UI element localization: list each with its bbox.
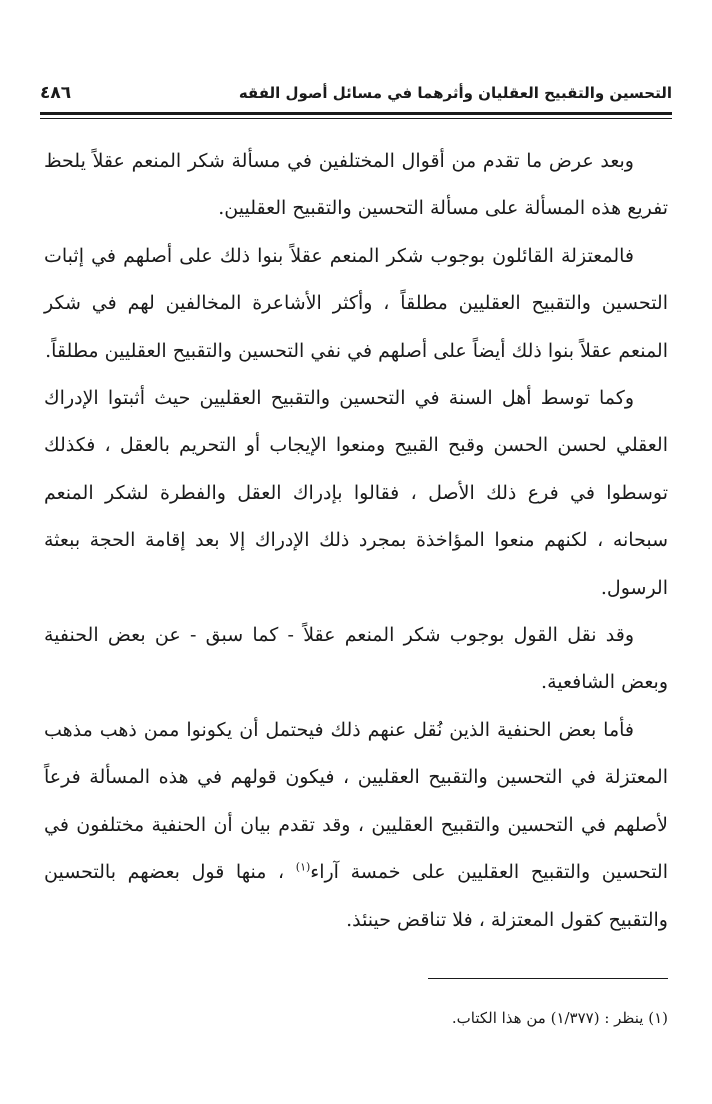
running-header — [40, 78, 672, 108]
header-rule-thin — [40, 118, 672, 119]
footnote: (١) ينظر : (١/٣٧٧) من هذا الكتاب. — [451, 1009, 668, 1027]
running-header-title: التحسين والتقبيح العقليان وأثرهما في مسائل أصول الفقه — [238, 84, 672, 102]
header-rule-thick — [40, 112, 672, 115]
paragraph: وقد نقل القول بوجوب شكر المنعم عقلاً - كما سبق - عن بعض الحنفية وبعض الشافعية. — [44, 624, 668, 694]
page-number: ٤٨٦ — [40, 83, 72, 103]
paragraph-text: فأما بعض الحنفية الذين نُقل عنهم ذلك فيحتمل أن يكونوا ممن ذهب مذهب المعتزلة في التحسين والتقبيح العقليين ، فيكون قولهم في هذه المسألة فرعاً لأصلهم في التحسين والتقبيح العقليين ، وقد تقدم بيان أن الحنفية مختلفون في التحسين والتقبيح العقليين على خمسة آراء — [44, 718, 668, 884]
paragraph — [44, 707, 668, 944]
body-text — [44, 138, 668, 944]
footnote-separator — [428, 978, 668, 979]
paragraph: وكما توسط أهل السنة في التحسين والتقبيح العقليين حيث أثبتوا الإدراك العقلي لحسن الحسن وقبح القبيح ومنعوا الإيجاب أو التحريم بالعقل ، فكذلك توسطوا في فرع ذلك الأصل ، فقالوا بإدراك العقل والفطرة لشكر المنعم سبحانه ، لكنهم منعوا المؤاخذة بمجرد ذلك الإدراك إلا بعد إقامة الحجة ببعثة الرسول. — [44, 387, 668, 599]
paragraph-text: ، منها قول بعضهم بالتحسين والتقبيح كقول المعتزلة ، فلا تناقض حينئذ. — [44, 861, 668, 931]
paragraph: وبعد عرض ما تقدم من أقوال المختلفين في مسألة شكر المنعم عقلاً يلحظ تفريع هذه المسألة على مسألة التحسين والتقبيح العقليين. — [44, 150, 668, 220]
footnote-reference[interactable]: (١) — [295, 860, 311, 874]
paragraph: فالمعتزلة القائلون بوجوب شكر المنعم عقلاً بنوا ذلك على أصلهم في إثبات التحسين والتقبيح العقليين مطلقاً ، وأكثر الأشاعرة المخالفين لهم في شكر المنعم عقلاً بنوا ذلك أيضاً على أصلهم في نفي التحسين والتقبيح العقليين مطلقاً. — [44, 244, 668, 362]
